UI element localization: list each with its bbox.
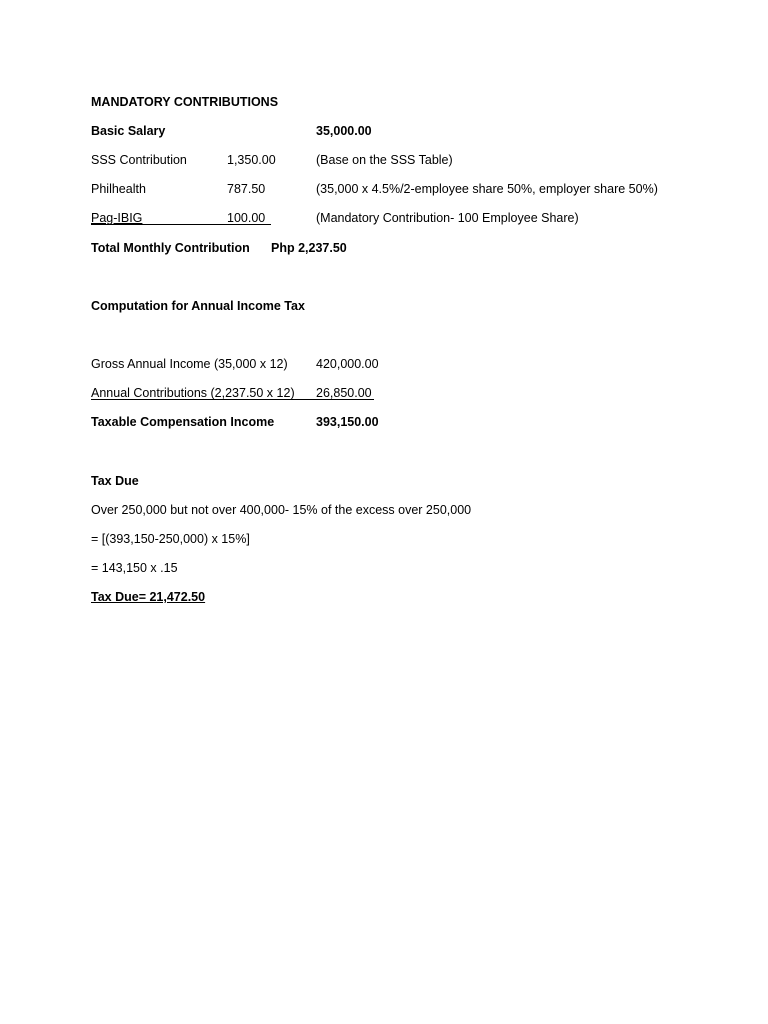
sss-contribution-amount: 1,350.00	[227, 153, 276, 167]
annual-contributions-label: Annual Contributions (2,237.50 x 12)	[91, 386, 295, 400]
tax-computation-step-1: = [(393,150-250,000) x 15%]	[91, 532, 250, 546]
tax-bracket-text: Over 250,000 but not over 400,000- 15% of the excess over 250,000	[91, 503, 472, 517]
taxable-income-label: Taxable Compensation Income	[91, 415, 275, 429]
tax-due-heading: Tax Due	[91, 474, 139, 488]
basic-salary-label: Basic Salary	[91, 124, 166, 138]
pagibig-label: Pag-IBIG	[91, 211, 143, 225]
philhealth-label: Philhealth	[91, 182, 146, 196]
tax-due-result: Tax Due= 21,472.50	[91, 590, 206, 604]
gross-annual-income-value: 420,000.00	[316, 357, 379, 371]
pagibig-amount: 100.00	[227, 211, 266, 225]
total-monthly-contribution-label: Total Monthly Contribution	[91, 241, 250, 255]
pagibig-underline-rule	[91, 224, 271, 225]
tax-computation-step-2: = 143,150 x .15	[91, 561, 178, 575]
sss-contribution-label: SSS Contribution	[91, 153, 187, 167]
annual-tax-heading: Computation for Annual Income Tax	[91, 299, 305, 313]
mandatory-contributions-heading: MANDATORY CONTRIBUTIONS	[91, 95, 279, 109]
philhealth-amount: 787.50	[227, 182, 266, 196]
pagibig-note: (Mandatory Contribution- 100 Employee Share)	[316, 211, 579, 225]
basic-salary-value: 35,000.00	[316, 124, 372, 138]
philhealth-note: (35,000 x 4.5%/2-employee share 50%, employer share 50%)	[316, 182, 658, 196]
total-monthly-contribution-value: Php 2,237.50	[271, 241, 347, 255]
annual-contributions-underline-rule	[91, 399, 374, 400]
annual-contributions-value: 26,850.00	[316, 386, 372, 400]
sss-contribution-note: (Base on the SSS Table)	[316, 153, 453, 167]
taxable-income-value: 393,150.00	[316, 415, 379, 429]
gross-annual-income-label: Gross Annual Income (35,000 x 12)	[91, 357, 288, 371]
